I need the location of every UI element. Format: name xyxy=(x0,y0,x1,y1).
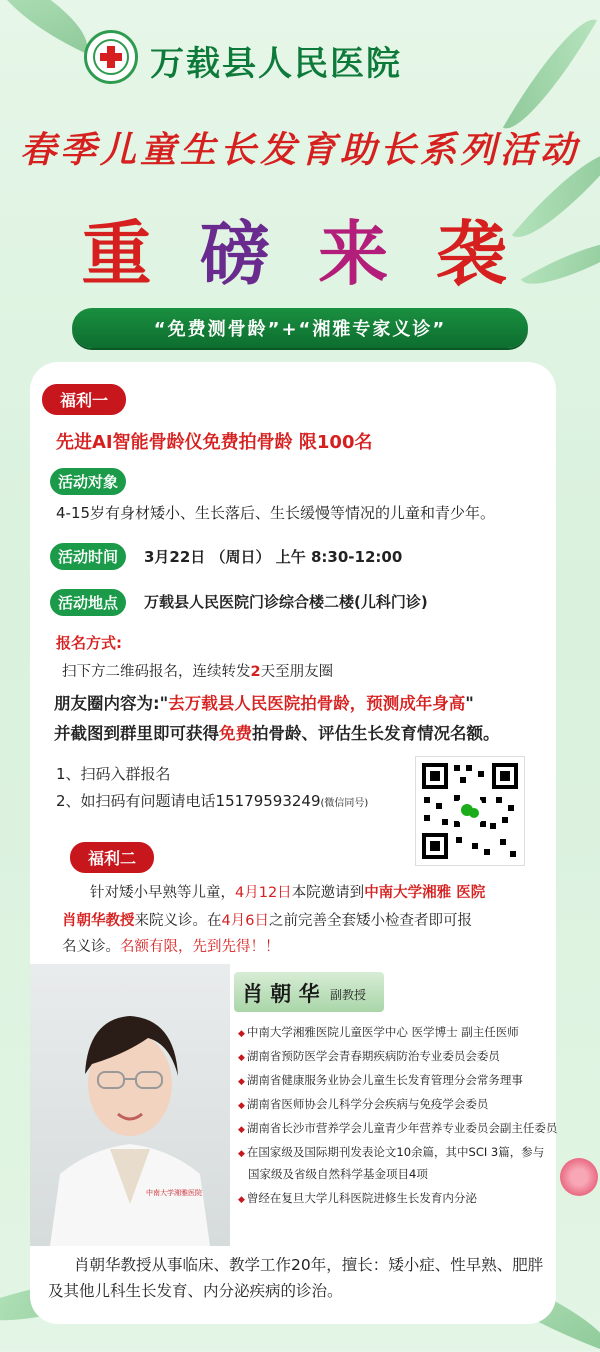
benefit1-badge: 福利一 xyxy=(42,384,126,415)
b2-limited: 名额有限，先到先得！！ xyxy=(120,939,280,955)
event-title: 春季儿童生长发育助长系列活动 xyxy=(19,129,580,171)
b2-deadline: 4月6日 xyxy=(221,913,269,929)
doctor-name: 肖 朝 华 xyxy=(242,981,320,1006)
signup-line3 xyxy=(54,720,500,744)
hospital-logo xyxy=(84,30,138,84)
credential-item-continued: 国家级及省级自然科学基金项目4项 xyxy=(248,1167,428,1181)
signup-line1-text: 天至朋友圈 xyxy=(260,664,334,680)
coat-embroidery: 中南大学湘雅医院 xyxy=(146,1189,202,1197)
hospital-name: 万载县人民医院 xyxy=(150,44,402,84)
place-label: 活动地点 xyxy=(50,589,126,616)
qr-code[interactable] xyxy=(415,756,525,866)
signup-line1 xyxy=(62,660,333,681)
target-text: 4-15岁有身材矮小、生长落后、生长缓慢等情况的儿童和青少年。 xyxy=(56,504,496,522)
step2-text: 2、如扫码有问题请电话15179593249 xyxy=(56,792,321,810)
signup-line2-text: " xyxy=(465,694,474,713)
signup-days: 2 xyxy=(250,664,261,680)
signup-line3-text: 拍骨龄、评估生长发育情况名额。 xyxy=(252,724,500,743)
step1: 1、扫码入群报名 xyxy=(56,765,171,783)
b2-hospital: 中南大学湘雅 医院 xyxy=(364,885,486,901)
credential-item: ◆ 曾经在复旦大学儿科医院进修生长发育内分泌 xyxy=(238,1190,477,1206)
credential-item: ◆ 中南大学湘雅医院儿童医学中心 医学博士 副主任医师 xyxy=(238,1024,519,1040)
step2 xyxy=(56,790,368,811)
subline-banner: “免费测骨龄”+“湘雅专家义诊” xyxy=(72,308,528,348)
signup-line3-text: 并截图到群里即可获得 xyxy=(54,724,219,743)
b2-text: 之前完善全套矮小检查者即可报 xyxy=(268,913,472,929)
benefit2-para-line2 xyxy=(62,909,472,930)
doctor-title: 副教授 xyxy=(330,988,367,1002)
credential-item: ◆ 湖南省医师协会儿科学分会疾病与免疫学会委员 xyxy=(238,1096,488,1112)
headline xyxy=(0,198,600,299)
credential-item: ◆ 湖南省健康服务业协会儿童生长发育管理分会常务理事 xyxy=(238,1072,523,1088)
free-highlight: 免费 xyxy=(219,724,252,743)
credential-item: ◆ 湖南省预防医学会青春期疾病防治专业委员会委员 xyxy=(238,1048,500,1064)
b2-text: 名义诊。 xyxy=(62,939,120,955)
target-label: 活动对象 xyxy=(50,468,126,495)
headline-char: 袭 xyxy=(436,213,519,295)
benefit2-para-line3 xyxy=(62,935,280,956)
doctor-photo xyxy=(30,964,230,1246)
headline-char: 重 xyxy=(81,213,164,295)
benefit2-para-line1 xyxy=(90,881,485,902)
bio-line: 肖朝华教授从事临床、教学工作20年，擅长：矮小症、性早熟、肥胖 xyxy=(74,1256,544,1274)
doctor-name-box xyxy=(234,972,384,1012)
place-text: 万载县人民医院门诊综合楼二楼(儿科门诊) xyxy=(144,593,428,611)
qr-pattern xyxy=(416,757,524,865)
flower-decoration xyxy=(560,1158,598,1196)
b2-text: 来院义诊。在 xyxy=(134,913,222,929)
signup-line2-text: 朋友圈内容为:" xyxy=(54,694,169,713)
benefit1-title: 先进AI智能骨龄仪免费拍骨龄 限100名 xyxy=(56,432,373,453)
credential-item: ◆ 在国家级及国际期刊发表论文10余篇，其中SCI 3篇，参与 xyxy=(238,1144,544,1160)
poster-header xyxy=(0,0,600,360)
signup-line1-text: 扫下方二维码报名，连续转发 xyxy=(62,664,251,680)
time-label: 活动时间 xyxy=(50,543,126,570)
signup-line2 xyxy=(54,690,474,714)
moments-content: 去万载县人民医院拍骨龄，预测成年身高 xyxy=(168,694,466,713)
time-text: 3月22日 （周日） 上午 8:30-12:00 xyxy=(144,548,403,566)
b2-text: 针对矮小早熟等儿童， xyxy=(90,885,235,901)
headline-char: 磅 xyxy=(199,213,282,295)
doctor-bio xyxy=(48,1252,548,1304)
credential-item: ◆ 湖南省长沙市营养学会儿童青少年营养专业委员会副主任委员 xyxy=(238,1120,557,1136)
b2-doctor: 肖朝华教授 xyxy=(62,913,135,929)
step2-note: (微信同号) xyxy=(320,798,369,809)
signup-label: 报名方式: xyxy=(56,634,122,652)
bio-line: 及其他儿科生长发育、内分泌疾病的诊治。 xyxy=(48,1282,343,1300)
b2-date: 4月12日 xyxy=(235,885,292,901)
benefit2-badge: 福利二 xyxy=(70,842,154,873)
b2-text: 本院邀请到 xyxy=(291,885,365,901)
headline-char: 来 xyxy=(318,213,401,295)
